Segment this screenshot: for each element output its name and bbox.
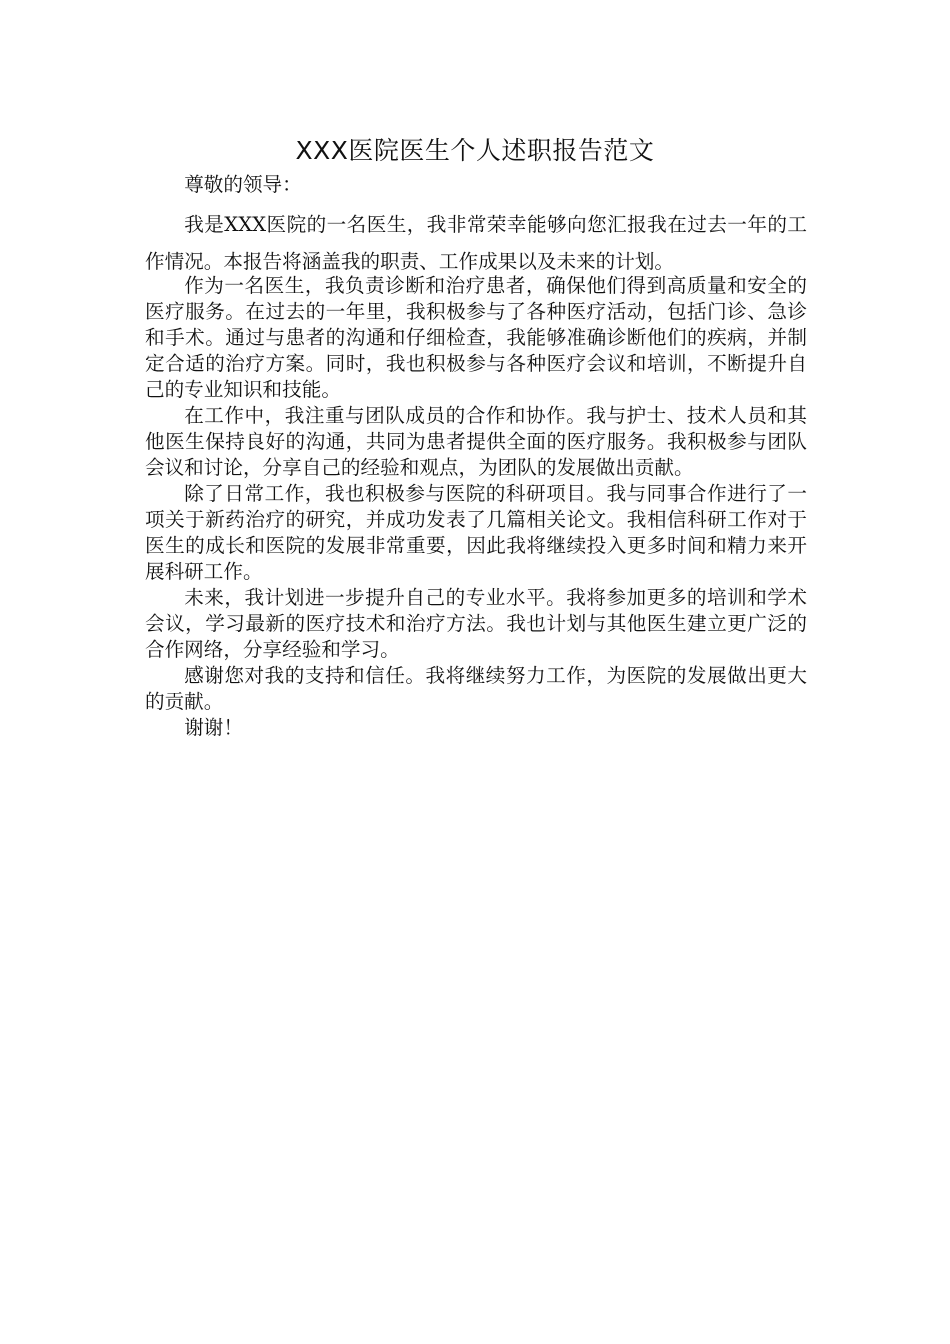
document-body: [145, 172, 807, 741]
paragraph-intro: 我是XXX医院的一名医生，我非常荣幸能够向您汇报我在过去一年的工作情况。本报告将涵盖我的职责、工作成果以及未来的计划。: [145, 213, 807, 273]
salutation: 尊敬的领导：: [184, 173, 302, 196]
closing: 谢谢！: [184, 716, 243, 739]
paragraph-thanks: 感谢您对我的支持和信任。我将继续努力工作，为医院的发展做出更大的贡献。: [145, 664, 807, 713]
paragraph-research: 除了日常工作，我也积极参与医院的科研项目。我与同事合作进行了一项关于新药治疗的研究，并成功发表了几篇相关论文。我相信科研工作对于医生的成长和医院的发展非常重要，因此我将继续投入更多时间和精力来开展科研工作。: [145, 482, 807, 583]
paragraph-duties: 作为一名医生，我负责诊断和治疗患者，确保他们得到高质量和安全的医疗服务。在过去的一年里，我积极参与了各种医疗活动，包括门诊、急诊和手术。通过与患者的沟通和仔细检查，我能够准确诊断他们的疾病，并制定合适的治疗方案。同时，我也积极参与各种医疗会议和培训，不断提升自己的专业知识和技能。: [145, 274, 807, 401]
paragraph-teamwork: 在工作中，我注重与团队成员的合作和协作。我与护士、技术人员和其他医生保持良好的沟通，共同为患者提供全面的医疗服务。我积极参与团队会议和讨论，分享自己的经验和观点，为团队的发展做出贡献。: [145, 404, 807, 479]
document-title: XXX医院医生个人述职报告范文: [295, 136, 655, 165]
paragraph-future: 未来，我计划进一步提升自己的专业水平。我将参加更多的培训和学术会议，学习最新的医疗技术和治疗方法。我也计划与其他医生建立更广泛的合作网络，分享经验和学习。: [145, 586, 807, 661]
